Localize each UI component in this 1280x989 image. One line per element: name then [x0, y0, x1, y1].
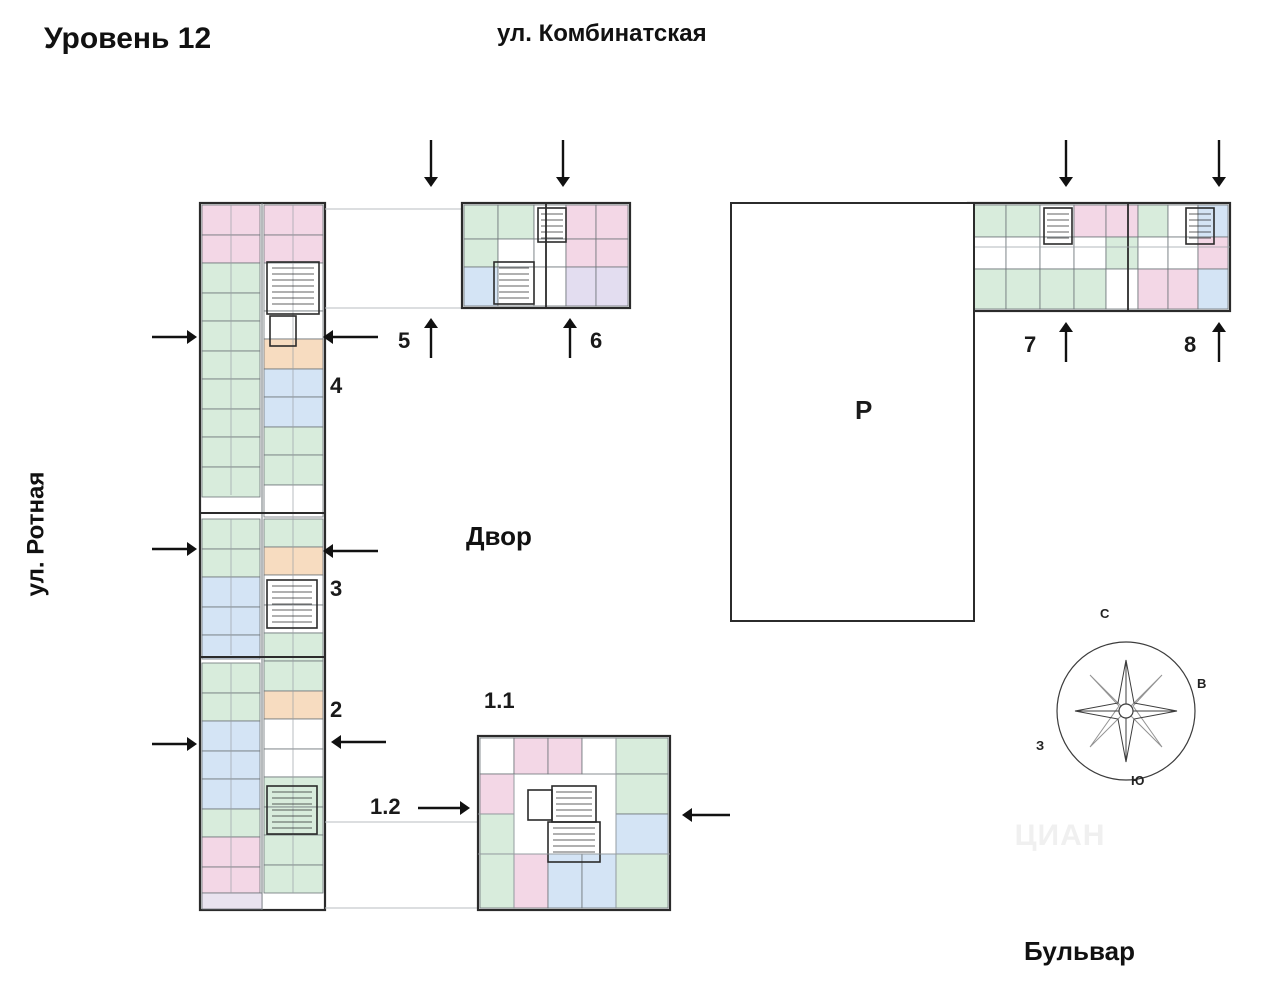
building-left-wing: [200, 203, 478, 910]
section-label-1-2[interactable]: 1.2: [370, 794, 401, 819]
compass-south-label: Ю: [1131, 773, 1145, 788]
street-label-bottom: Бульвар: [1024, 936, 1135, 966]
street-label-left: ул. Ротная: [22, 471, 50, 597]
section-label-5[interactable]: 5: [398, 328, 411, 353]
building-bottom-middle: [478, 736, 670, 910]
section-label-2[interactable]: 2: [330, 697, 343, 722]
section-label-1-1[interactable]: 1.1: [484, 688, 515, 713]
building-top-middle: [462, 203, 630, 308]
section-label-7[interactable]: 7: [1024, 332, 1037, 357]
section-label-3[interactable]: 3: [330, 576, 343, 601]
parking-label: P: [855, 395, 873, 425]
compass-east-label: В: [1197, 676, 1207, 691]
compass-north-label: С: [1100, 606, 1110, 621]
watermark: ЦИАН: [1014, 819, 1106, 852]
building-right-wing: [968, 203, 1230, 311]
compass-west-label: З: [1036, 738, 1045, 753]
compass-rose: [1057, 642, 1195, 780]
street-label-top: ул. Комбинатская: [497, 20, 707, 47]
section-label-6[interactable]: 6: [590, 328, 603, 353]
parking-outline: [731, 203, 974, 621]
section-label-4[interactable]: 4: [330, 373, 343, 398]
section-label-8[interactable]: 8: [1184, 332, 1197, 357]
page-title: Уровень 12: [44, 22, 212, 55]
yard-label: Двор: [466, 521, 532, 551]
